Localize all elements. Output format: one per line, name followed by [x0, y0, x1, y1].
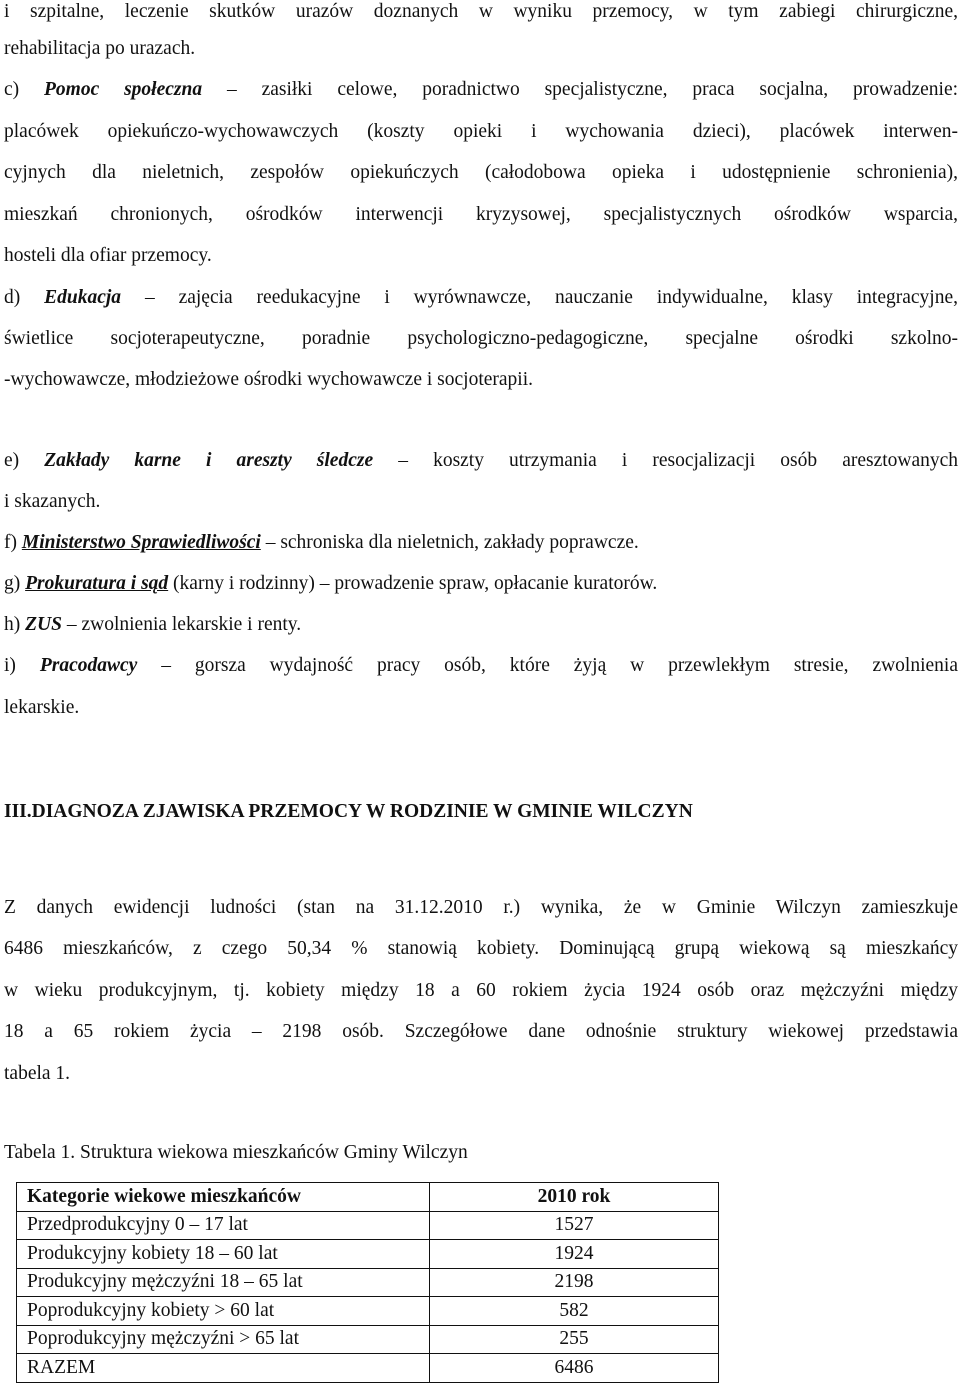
item-prefix: f): [4, 532, 17, 553]
table-row: [17, 1297, 719, 1326]
item-prefix: c): [4, 79, 20, 100]
item-dash: –: [398, 450, 408, 471]
list-item-f-line: [4, 531, 958, 555]
paragraph-line: mieszkań chronionych, ośrodków interwencji kryzysowej, specjalistycznych ośrodków wsparcia,: [4, 204, 958, 225]
item-dash: –: [66, 614, 77, 635]
paragraph-line: placówek opiekuńczo-wychowawczych (koszty opieki i wychowania dzieci), placówek interwen-: [4, 121, 958, 142]
paragraph-line: lekarskie.: [4, 697, 80, 718]
table-cell-category: Produkcyjny mężczyźni 18 – 65 lat: [17, 1268, 430, 1297]
item-dash: –: [144, 287, 155, 308]
list-item-d-line: [4, 286, 958, 310]
table-cell-value: 582: [430, 1297, 719, 1326]
item-dash: –: [161, 655, 171, 676]
column-header-category: Kategorie wiekowe mieszkańców: [17, 1183, 430, 1212]
table-row: [17, 1240, 719, 1269]
paragraph-line: -wychowawcze, młodzieżowe ośrodki wychowawcze i socjoterapii.: [4, 369, 534, 390]
table-cell-value: 2198: [430, 1268, 719, 1297]
paragraph-line: i szpitalne, leczenie skutków urazów doznanych w wyniku przemocy, w tym zabiegi chirurgiczne,: [4, 1, 958, 22]
table-cell-value: 1924: [430, 1240, 719, 1269]
list-item-i-line: [4, 654, 958, 678]
paragraph-line: rehabilitacja po urazach.: [4, 38, 196, 59]
section-heading: III.DIAGNOZA ZJAWISKA PRZEMOCY W RODZINIE W GMINIE WILCZYN: [4, 801, 693, 822]
item-prefix: e): [4, 450, 20, 471]
paragraph-line: 6486 mieszkańców, z czego 50,34 % stanowią kobiety. Dominującą grupą wiekową są mieszkańcy: [4, 938, 958, 959]
paragraph-line: w wieku produkcyjnym, tj. kobiety między 18 a 60 rokiem życia 1924 osób oraz mężczyźni między: [4, 980, 958, 1001]
item-prefix: g): [4, 573, 21, 594]
table-cell-value: 1527: [430, 1211, 719, 1240]
item-text: zajęcia reedukacyjne i wyrównawcze, nauczanie indywidualne, klasy integracyjne,: [178, 287, 958, 308]
column-header-year: 2010 rok: [430, 1183, 719, 1212]
list-item-h-line: [4, 613, 958, 637]
item-text: schroniska dla nieletnich, zakłady poprawcze.: [280, 532, 639, 553]
item-prefix: h): [4, 614, 21, 635]
item-label: Edukacja: [44, 287, 122, 308]
list-item-c-line: [4, 78, 958, 102]
table-cell-category: Produkcyjny kobiety 18 – 60 lat: [17, 1240, 430, 1269]
item-label: ZUS: [25, 614, 62, 635]
table-row: [17, 1325, 719, 1354]
table-row-total: [17, 1354, 719, 1383]
table-caption: Tabela 1. Struktura wiekowa mieszkańców Gminy Wilczyn: [4, 1142, 468, 1163]
item-dash: –: [265, 532, 276, 553]
paragraph-line: Z danych ewidencji ludności (stan na 31.12.2010 r.) wynika, że w Gminie Wilczyn zamieszkuje: [4, 897, 958, 918]
paragraph-line: 18 a 65 rokiem życia – 2198 osób. Szczegółowe dane odnośnie struktury wiekowej przedstawia: [4, 1021, 958, 1042]
table-cell-category: Poprodukcyjny kobiety > 60 lat: [17, 1297, 430, 1326]
table-row: [17, 1211, 719, 1240]
table-cell-category: Przedprodukcyjny 0 – 17 lat: [17, 1211, 430, 1240]
table-row: [17, 1268, 719, 1297]
paragraph-line: i skazanych.: [4, 491, 101, 512]
item-label: Zakłady karne i areszty śledcze: [44, 450, 374, 471]
paragraph-line: tabela 1.: [4, 1063, 71, 1084]
item-text: zwolnienia lekarskie i renty.: [81, 614, 302, 635]
table-cell-value: 255: [430, 1325, 719, 1354]
paragraph-line: hosteli dla ofiar przemocy.: [4, 245, 212, 266]
age-structure-table: [16, 1182, 719, 1383]
item-dash: –: [226, 79, 237, 100]
item-text: (karny i rodzinny) – prowadzenie spraw, opłacanie kuratorów.: [173, 573, 658, 594]
item-label: Ministerstwo Sprawiedliwości: [21, 532, 261, 553]
table-cell-category: Poprodukcyjny mężczyźni > 65 lat: [17, 1325, 430, 1354]
list-item-g-line: [4, 572, 958, 596]
list-item-e-line: [4, 449, 958, 473]
item-prefix: d): [4, 287, 21, 308]
item-label: Pomoc społeczna: [44, 79, 203, 100]
item-text: koszty utrzymania i resocjalizacji osób aresztowanych: [433, 450, 959, 471]
paragraph-line: świetlice socjoterapeutyczne, poradnie psychologiczno-pedagogiczne, specjalne ośrodki szkolno-: [4, 328, 958, 349]
item-text: gorsza wydajność pracy osób, które żyją w przewlekłym stresie, zwolnienia: [194, 655, 958, 676]
table-header-row: [17, 1183, 719, 1212]
table-cell-category: RAZEM: [17, 1354, 430, 1383]
item-prefix: i): [4, 655, 16, 676]
item-text: zasiłki celowe, poradnictwo specjalistyczne, praca socjalna, prowadzenie:: [261, 79, 959, 100]
item-label: Prokuratura i sąd: [25, 573, 169, 594]
table-cell-value: 6486: [430, 1354, 719, 1383]
paragraph-line: cyjnych dla nieletnich, zespołów opiekuńczych (całodobowa opieka i udostępnienie schronienia),: [4, 162, 958, 183]
item-label: Pracodawcy: [39, 655, 138, 676]
